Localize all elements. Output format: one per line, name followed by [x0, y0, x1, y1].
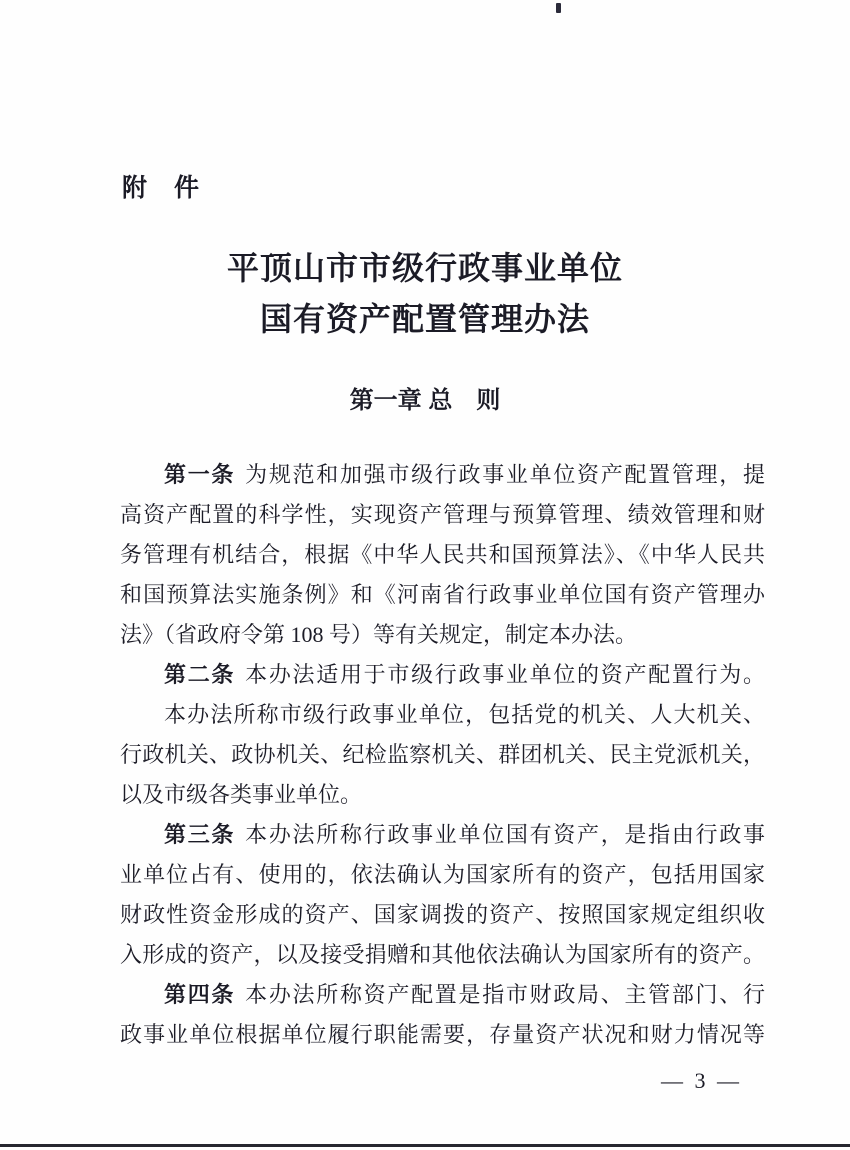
line-text: 入形成的资产，以及接受捐赠和其他依法确认为国家所有的资产。 — [120, 942, 765, 967]
line-text: 高资产配置的科学性，实现资产管理与预算管理、绩效管理和财 — [120, 502, 765, 527]
scan-artifact-speck — [556, 3, 561, 13]
body-line — [120, 815, 765, 855]
document-body — [120, 455, 765, 1055]
title-line-2: 国有资产配置管理办法 — [259, 301, 590, 337]
body-line — [120, 535, 765, 575]
line-text: 本办法所称行政事业单位国有资产，是指由行政事 — [245, 822, 765, 847]
line-text: 以及市级各类事业单位。 — [120, 782, 363, 807]
body-line — [120, 935, 765, 975]
line-text: 和国预算法实施条例》和《河南省行政事业单位国有资产管理办 — [120, 582, 765, 607]
article-number: 第四条 — [164, 982, 236, 1007]
document-title — [0, 243, 850, 345]
line-text: 行政机关、政协机关、纪检监察机关、群团机关、民主党派机关， — [120, 742, 765, 767]
scan-edge-line — [0, 1144, 850, 1147]
title-line-1: 平顶山市市级行政事业单位 — [226, 250, 623, 286]
line-text: 业单位占有、使用的，依法确认为国家所有的资产，包括用国家 — [120, 862, 765, 887]
body-line — [120, 455, 765, 495]
chapter-heading: 第一章 总 则 — [349, 387, 501, 414]
line-text: 法》（省政府令第 108 号）等有关规定，制定本办法。 — [120, 622, 638, 647]
body-line — [120, 495, 765, 535]
body-line — [120, 735, 765, 775]
body-line — [120, 655, 765, 695]
body-line — [120, 695, 765, 735]
line-text: 为规范和加强市级行政事业单位资产配置管理，提 — [245, 462, 765, 487]
body-line — [120, 975, 765, 1015]
body-line — [120, 615, 765, 655]
line-text: 本办法所称市级行政事业单位，包括党的机关、人大机关、 — [164, 702, 765, 727]
line-text: 务管理有机结合，根据《中华人民共和国预算法》、《中华人民共 — [120, 542, 765, 567]
line-text: 本办法适用于市级行政事业单位的资产配置行为。 — [245, 662, 765, 687]
page-number: — 3 — — [661, 1068, 742, 1093]
body-line — [120, 855, 765, 895]
attachment-label: 附 件 — [122, 174, 201, 202]
article-number: 第三条 — [164, 822, 236, 847]
body-line — [120, 775, 765, 815]
body-line — [120, 1015, 765, 1055]
article-number: 第一条 — [164, 462, 236, 487]
body-line — [120, 575, 765, 615]
line-text: 政事业单位根据单位履行职能需要，存量资产状况和财力情况等 — [120, 1022, 765, 1047]
body-line — [120, 895, 765, 935]
article-number: 第二条 — [164, 662, 236, 687]
line-text: 本办法所称资产配置是指市财政局、主管部门、行 — [245, 982, 765, 1007]
line-text: 财政性资金形成的资产、国家调拨的资产、按照国家规定组织收 — [120, 902, 765, 927]
